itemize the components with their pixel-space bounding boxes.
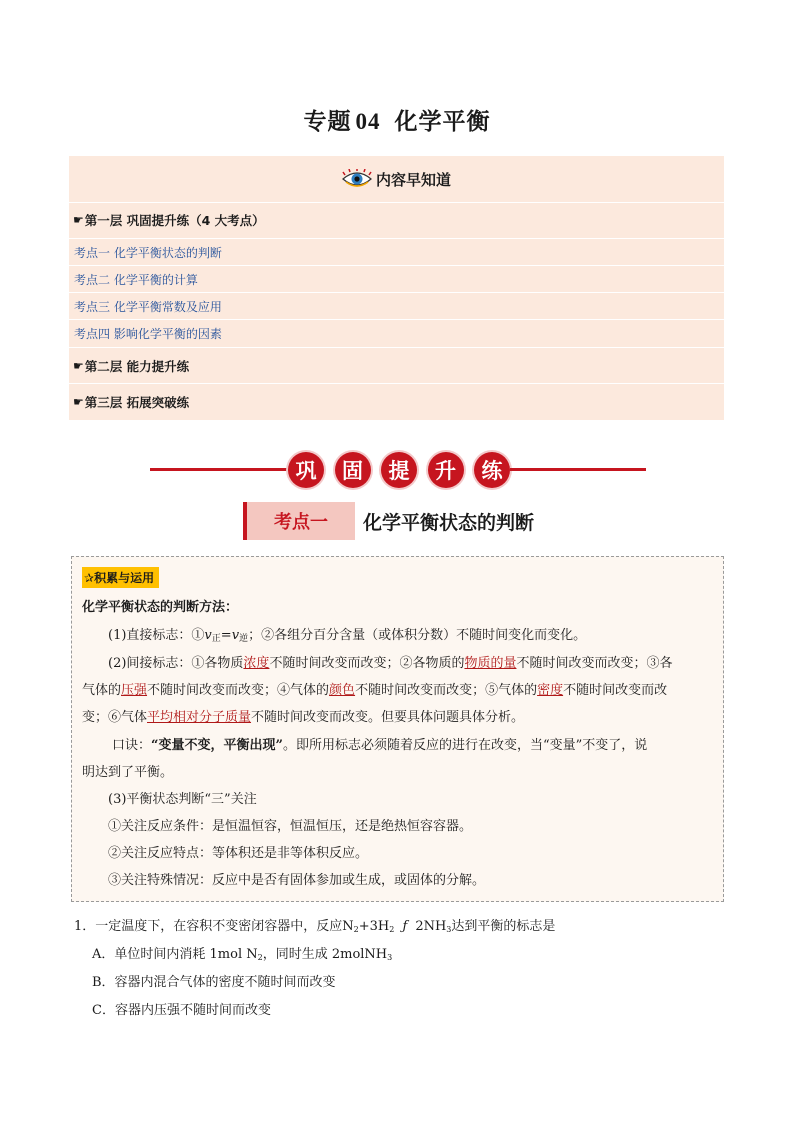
highlight-term: 物质的量 [464, 656, 517, 671]
highlight-term: 平均相对分子质量 [147, 710, 252, 725]
symbol: v [231, 628, 240, 643]
subscript: 2 [353, 925, 359, 934]
toc-point-4-label: 考点四 影响化学平衡的因素 [74, 327, 222, 341]
three-focus-item: ③关注特殊情况：反应中是否有固体参加或生成，或固体的分解。 [108, 873, 486, 888]
title-prefix: 专题 [303, 109, 352, 135]
section-heading [243, 502, 534, 540]
text: 口诀： [112, 738, 152, 753]
text: 气体的 [82, 683, 122, 698]
symbol: v [204, 628, 212, 643]
three-focus-heading: (3)平衡状态判断“三”关注 [108, 792, 257, 807]
text: 不随时间改变而改变；⑤气体的 [355, 683, 538, 698]
banner-line-left [150, 468, 288, 471]
pointing-hand-icon: ☛ [73, 395, 84, 409]
section-title: 化学平衡状态的判断 [363, 511, 535, 534]
banner-char: 巩 [288, 452, 324, 488]
toc-level-2[interactable] [69, 348, 724, 384]
toc-point-1[interactable] [69, 239, 724, 266]
subscript: 2 [257, 953, 263, 962]
toc-point-2-label: 考点二 化学平衡的计算 [74, 272, 198, 287]
text: 不随时间改变而改变。但要具体问题具体分析。 [251, 710, 525, 725]
text: ，同时生成 2molNH [262, 947, 388, 962]
text: 。即所用标志必须随着反应的进行在改变，当“变量”不变了，说 [282, 738, 648, 753]
banner-char: 练 [474, 452, 510, 488]
indirect-indicator-line-3 [82, 704, 716, 731]
equilibrium-arrow: ƒ [402, 919, 408, 934]
knowledge-heading: 化学平衡状态的判断方法： [82, 600, 239, 615]
question-1-option-b[interactable]: B．容器内混合气体的密度不随时间而改变 [92, 975, 336, 990]
star-icon: ✰ [84, 570, 95, 585]
pointing-hand-icon: ☛ [73, 358, 84, 373]
text: (2)间接标志：①各物质 [108, 656, 244, 671]
formula: N [342, 919, 354, 934]
title-number: 04 [355, 109, 381, 134]
toc-level-3-label: 第三层 拓展突破练 [84, 395, 190, 410]
formula: +3H [358, 919, 390, 934]
direct-indicator-line [82, 622, 742, 653]
table-of-contents [69, 156, 724, 420]
toc-level-1-label: 第一层 巩固提升练（4 大考点） [84, 213, 265, 228]
toc-level-3[interactable] [69, 384, 724, 420]
subscript: 逆 [239, 634, 249, 644]
highlight-term: 密度 [537, 683, 564, 698]
text: 不随时间改变而改变；④气体的 [147, 683, 330, 698]
highlight-term: 浓度 [243, 656, 270, 671]
toc-level-2-label: 第二层 能力提升练 [84, 358, 190, 374]
banner-chars [288, 452, 510, 488]
title-name: 化学平衡 [394, 109, 491, 135]
mnemonic-line-1 [82, 732, 746, 759]
knowledge-box [71, 556, 724, 902]
indirect-indicator-line-2 [82, 677, 716, 704]
toc-level-1[interactable] [69, 202, 724, 239]
mnemonic-line-2: 明达到了平衡。 [82, 765, 174, 780]
question-1-option-a[interactable] [92, 943, 392, 962]
toc-point-3-label: 考点三 化学平衡常数及应用 [74, 299, 222, 314]
banner-char: 固 [335, 452, 371, 488]
question-1-stem [74, 915, 555, 934]
knowledge-badge [82, 567, 159, 588]
formula: 2NH [415, 919, 447, 934]
text: 不随时间改变而改变；②各物质的 [269, 656, 465, 671]
text: 1．一定温度下，在容积不变密闭容器中，反应 [74, 919, 343, 934]
highlight-term: 压强 [121, 683, 148, 698]
subscript: 3 [446, 925, 452, 934]
text: = [220, 628, 232, 643]
text: ；②各组分百分含量（或体积分数）不随时间变化而变化。 [248, 628, 587, 643]
subscript: 3 [387, 953, 393, 962]
indirect-indicator-line-1 [82, 650, 742, 677]
pointing-hand-icon: ☛ [73, 213, 84, 227]
text: 达到平衡的标志是 [451, 919, 556, 934]
page-title [0, 103, 794, 136]
knowledge-badge-label: 积累与运用 [94, 571, 155, 585]
three-focus-item: ①关注反应条件：是恒温恒容，恒温恒压，还是绝热恒容容器。 [108, 819, 473, 834]
subscript: 2 [389, 925, 395, 934]
section-banner [150, 450, 646, 490]
toc-point-4[interactable] [69, 320, 724, 348]
text: 不随时间改变而改 [563, 683, 668, 698]
toc-point-2[interactable] [69, 266, 724, 293]
section-tag: 考点一 [243, 502, 355, 540]
highlight-term: 颜色 [329, 683, 356, 698]
toc-header [69, 156, 724, 203]
eye-icon [342, 169, 372, 189]
mnemonic-quote: “变量不变，平衡出现” [151, 738, 283, 753]
toc-point-3[interactable] [69, 293, 724, 320]
banner-line-right [510, 468, 646, 471]
text: A．单位时间内消耗 1mol N [92, 947, 258, 962]
banner-char: 提 [381, 452, 417, 488]
banner-char: 升 [428, 452, 464, 488]
question-1-option-c[interactable]: C．容器内压强不随时间而改变 [92, 1003, 271, 1018]
text: 变；⑥气体 [82, 710, 148, 725]
three-focus-item: ②关注反应特点：等体积还是非等体积反应。 [108, 846, 369, 861]
toc-point-1-label: 考点一 化学平衡状态的判断 [74, 245, 222, 260]
text: (1)直接标志：① [108, 628, 205, 643]
text: 不随时间改变而改变；③各 [516, 656, 673, 671]
subscript: 正 [211, 634, 221, 644]
toc-header-label: 内容早知道 [375, 170, 451, 189]
